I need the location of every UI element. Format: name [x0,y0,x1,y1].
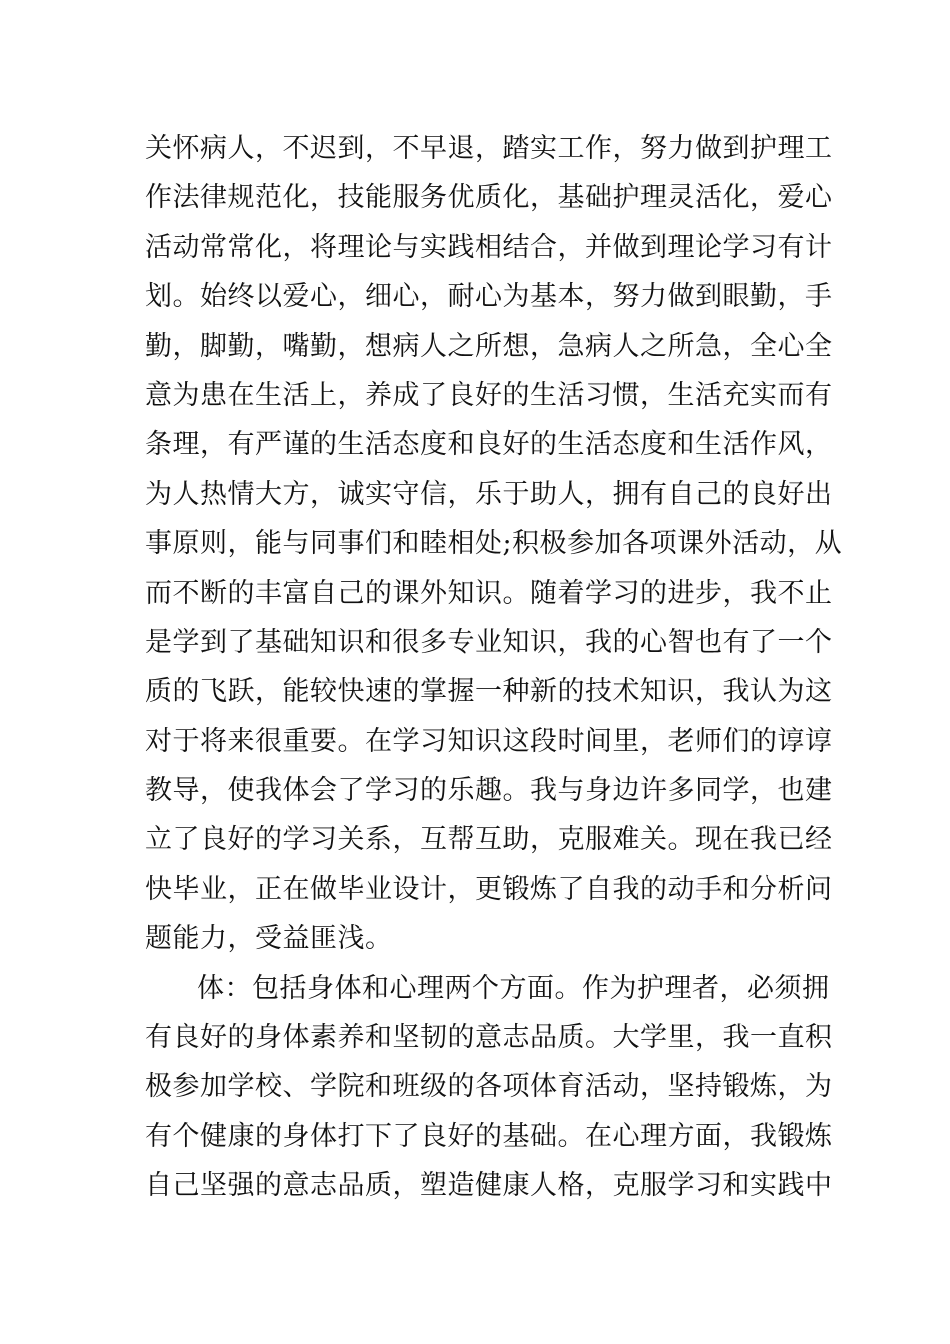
text-line: 立了良好的学习关系，互帮互助，克服难关。现在我已经 [145,824,833,856]
text-line: 是学到了基础知识和很多专业知识，我的心智也有了一个 [145,626,833,658]
text-line: 活动常常化，将理论与实践相结合，并做到理论学习有计 [145,231,833,263]
text-line: 事原则，能与同事们和睦相处;积极参加各项课外活动，从 [145,528,843,560]
text-line: 条理，有严谨的生活态度和良好的生活态度和生活作风， [145,429,833,461]
text-line: 为人热情大方，诚实守信，乐于助人，拥有自己的良好出 [145,478,833,510]
text-line: 快毕业，正在做毕业设计，更锻炼了自我的动手和分析问 [145,873,833,905]
text-line: 质的飞跃，能较快速的掌握一种新的技术知识，我认为这 [145,676,833,708]
text-line: 对于将来很重要。在学习知识这段时间里，老师们的谆谆 [145,725,833,757]
paragraph-1 [145,124,843,964]
text-line: 划。始终以爱心，细心，耐心为基本，努力做到眼勤，手 [145,281,833,313]
text-line: 勤，脚勤，嘴勤，想病人之所想，急病人之所急，全心全 [145,330,833,362]
text-line: 极参加学校、学院和班级的各项体育活动，坚持锻炼，为 [145,1071,833,1103]
text-line: 关怀病人，不迟到，不早退，踏实工作，努力做到护理工 [145,133,833,164]
text-line: 有良好的身体素养和坚韧的意志品质。大学里，我一直积 [145,1022,833,1054]
text-line: 作法律规范化，技能服务优质化，基础护理灵活化，爱心 [145,182,833,214]
text-line: 自己坚强的意志品质，塑造健康人格，克服学习和实践中 [145,1170,833,1202]
text-line: 有个健康的身体打下了良好的基础。在心理方面，我锻炼 [145,1120,833,1152]
text-line: 教导，使我体会了学习的乐趣。我与身边许多同学，也建 [145,775,833,807]
text-line: 意为患在生活上，养成了良好的生活习惯，生活充实而有 [145,379,833,411]
text-line-indented: 体：包括身体和心理两个方面。作为护理者，必须拥 [197,972,830,1004]
text-line: 而不断的丰富自己的课外知识。随着学习的进步，我不止 [145,577,833,609]
paragraph-2 [145,964,833,1211]
text-line: 题能力，受益匪浅。 [145,923,393,955]
body-text [145,124,843,1211]
